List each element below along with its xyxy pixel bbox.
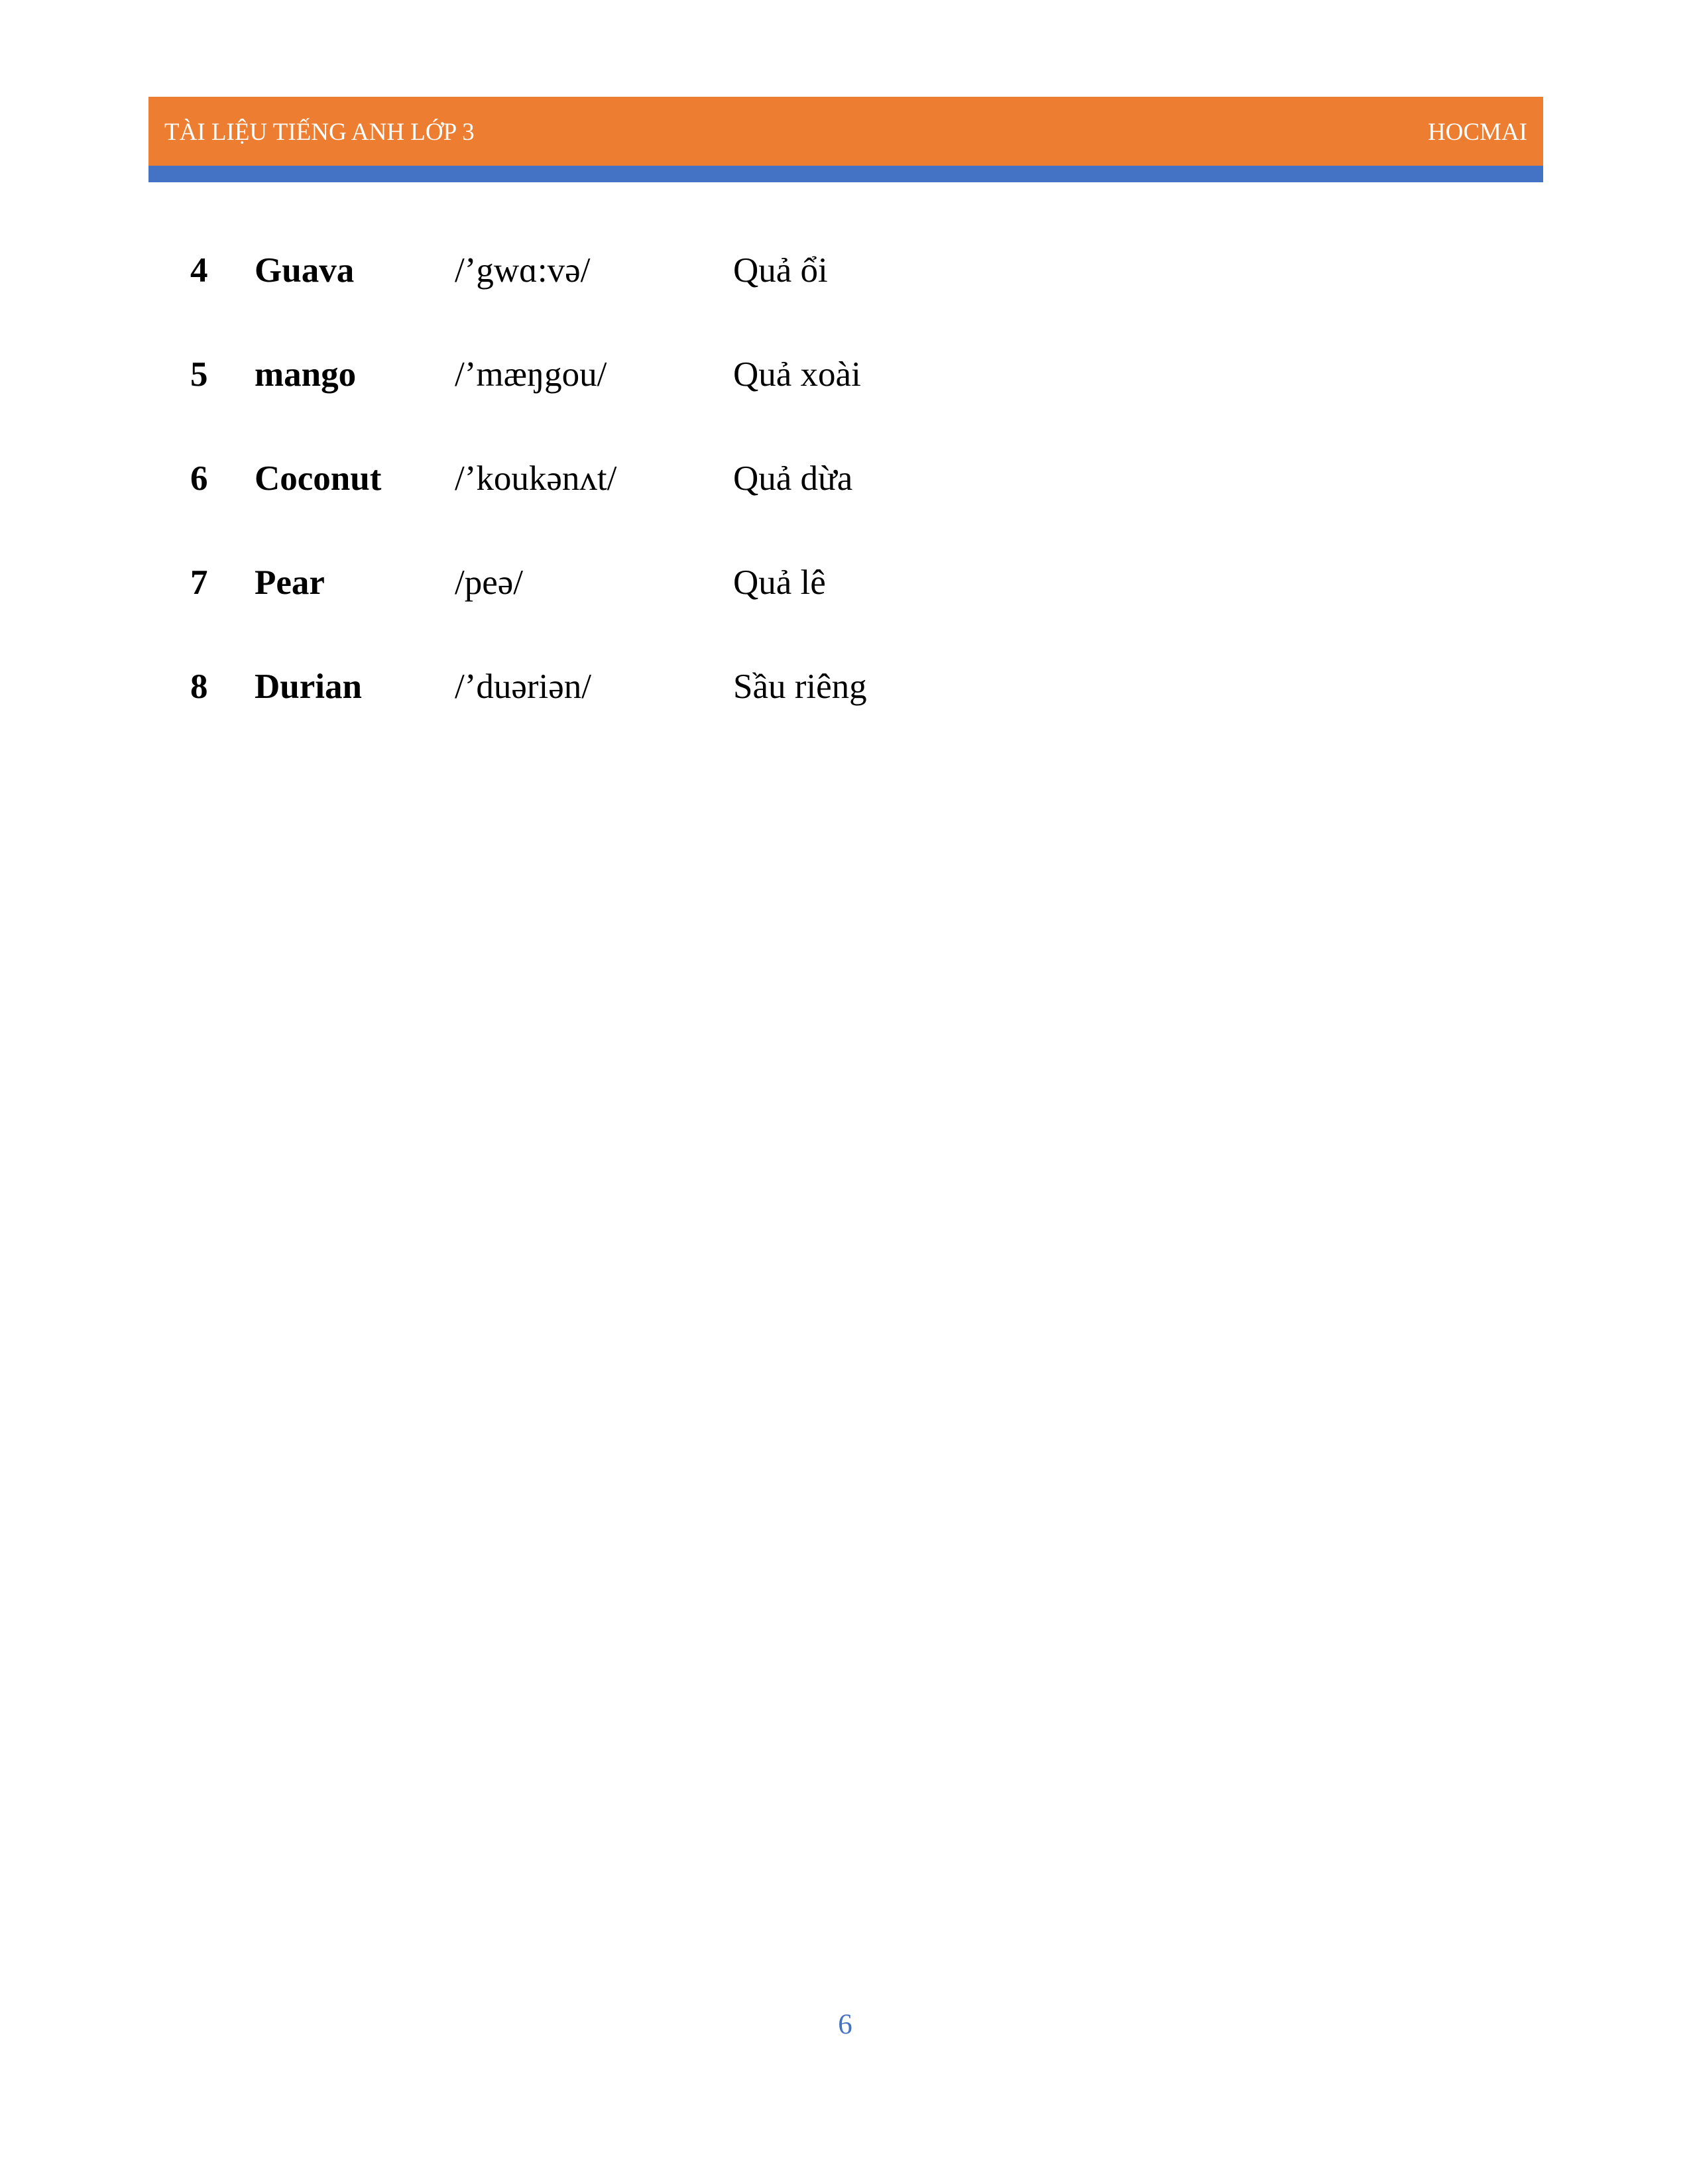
english-word: Guava: [255, 251, 355, 290]
vietnamese-meaning: Quả lê: [733, 563, 826, 602]
header-brand: HOCMAI: [1427, 119, 1527, 146]
item-number: 7: [190, 563, 208, 602]
vocabulary-row: [0, 660, 1691, 713]
english-word: mango: [255, 355, 357, 394]
english-word: Pear: [255, 563, 325, 602]
vietnamese-meaning: Quả dừa: [733, 459, 853, 498]
english-word: Durian: [255, 667, 362, 706]
item-number: 8: [190, 667, 208, 706]
english-word: Coconut: [255, 459, 382, 498]
vocabulary-row: [0, 556, 1691, 609]
vocabulary-row: [0, 348, 1691, 401]
item-number: 5: [190, 355, 208, 394]
item-number: 6: [190, 459, 208, 498]
vocabulary-row: [0, 244, 1691, 297]
phonetic-transcription: /’gwɑ:və/: [455, 251, 591, 290]
page-header: [148, 97, 1543, 166]
vocabulary-row: [0, 452, 1691, 505]
phonetic-transcription: /’koukənʌt/: [455, 459, 617, 498]
phonetic-transcription: /’duəriən/: [455, 667, 592, 706]
page-number: 6: [838, 2009, 852, 2040]
header-divider: [148, 166, 1543, 182]
item-number: 4: [190, 251, 208, 290]
vietnamese-meaning: Sầu riêng: [733, 667, 867, 706]
phonetic-transcription: /peə/: [455, 563, 523, 602]
vietnamese-meaning: Quả xoài: [733, 355, 861, 394]
phonetic-transcription: /’mæŋgou/: [455, 355, 607, 394]
header-title: TÀI LIỆU TIẾNG ANH LỚP 3: [164, 119, 475, 146]
vietnamese-meaning: Quả ổi: [733, 251, 828, 290]
